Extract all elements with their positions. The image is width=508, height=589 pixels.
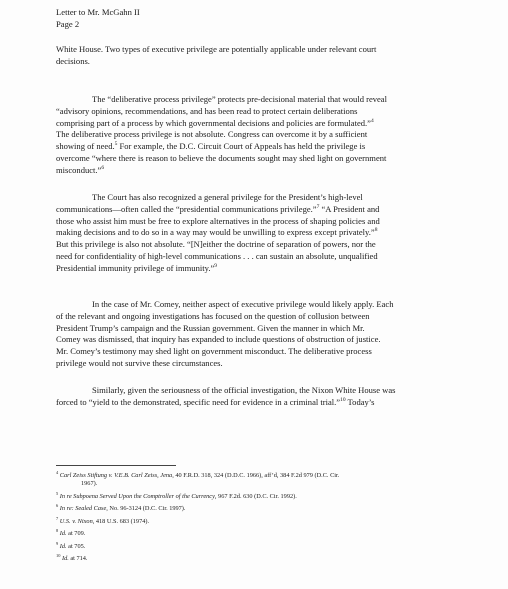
header-page-number: Page 2 [56, 19, 80, 29]
text-line: of the relevant and ongoing investigations has focused on the question of collusion between [56, 310, 370, 321]
footnote-ref[interactable]: 4 [370, 117, 374, 124]
header-title: Letter to Mr. McGahn II [56, 7, 140, 17]
text-line: Mr. Comey’s testimony may shed light on government misconduct. The deliberative process [56, 346, 372, 357]
footnote-number: 6 [56, 503, 59, 509]
footnote-ref[interactable]: 8 [374, 227, 378, 234]
text-line: In the case of Mr. Comey, neither aspect of executive privilege would likely apply. Each [92, 299, 394, 309]
text-line: “advisory opinions, recommendations, and has been read to protect certain deliberations [56, 105, 358, 116]
footnotes [56, 469, 486, 568]
footnote-number: 10 [56, 553, 61, 559]
case-name: Carl Zeiss Stiftung v. V.E.B. Carl Zeiss, Jena [59, 472, 173, 479]
text-line: decisions. [56, 55, 90, 66]
footnote [56, 555, 486, 563]
footnote-ref[interactable]: 7 [316, 203, 320, 210]
text-segment: “A President and [319, 203, 380, 214]
footnote-ref[interactable]: 6 [101, 164, 105, 171]
footnote-number: 4 [56, 469, 59, 475]
citation-text: , No. 96-3124 (D.C. Cir. 1997). [106, 505, 186, 513]
text-segment: comprising part of a process by which governmental decisions and policies are formulated.” [56, 117, 371, 128]
text-line: Comey was dismissed, that inquiry has expanded to include questions of obstruction of justice. [56, 334, 381, 345]
paragraph-nixon [56, 385, 480, 409]
text-line: White House. Two types of executive privilege are potentially applicable under relevant court [56, 44, 377, 54]
citation-text: at 705. [66, 542, 86, 550]
case-name: Id. [61, 555, 69, 563]
footnote-ref[interactable]: 5 [114, 141, 118, 148]
text-line: overcome “where there is reason to believe the documents sought may shed light on government [56, 152, 387, 163]
text-line: The “deliberative process privilege” protects pre-decisional material that would reveal [92, 94, 387, 104]
footnote-ref[interactable]: 9 [214, 262, 218, 269]
paragraph-continuation [56, 44, 480, 68]
citation-text: at 714. [68, 555, 88, 563]
footnote-number: 5 [56, 490, 59, 496]
footnote [56, 469, 486, 488]
text-segment: showing of need. [56, 141, 115, 152]
footnote [56, 540, 486, 551]
case-name: U.S. v. Nixon [59, 517, 93, 525]
text-segment: forced to “yield to the demonstrated, specific need for evidence in a criminal trial.” [56, 396, 341, 407]
text-segment: Today’s [345, 396, 375, 407]
citation-text: at 709. [66, 530, 86, 538]
text-line: privilege would not survive these circumstances. [56, 357, 223, 368]
paragraph-comey [56, 299, 480, 370]
paragraph-presidential-communications [56, 192, 480, 275]
text-line: President Trump’s campaign and the Russian government. Given the manner in which Mr. [56, 322, 365, 333]
footnote-divider [56, 465, 176, 466]
text-line: The deliberative process privilege is not absolute. Congress can overcome it by a sufficient [56, 129, 368, 140]
footnote [56, 530, 486, 538]
text-line [56, 397, 480, 409]
case-name: Id. [59, 530, 67, 538]
text-line: But this privilege is also not absolute. “[N]either the doctrine of separation of powers, nor the [56, 239, 376, 250]
citation-text: 1967). [81, 480, 98, 488]
case-name: Id. [59, 542, 67, 550]
paragraph-deliberative-process [56, 94, 480, 177]
text-line [56, 204, 480, 216]
footnote-number: 7 [56, 515, 59, 521]
text-line [56, 118, 480, 130]
case-name: In re Subpoena Served Upon the Comptroller of the Currency [59, 492, 215, 500]
text-line: Similarly, given the seriousness of the official investigation, the Nixon White House was [92, 385, 396, 395]
text-segment: Presidential immunity privilege of immunity.” [56, 262, 215, 273]
text-segment: communications—often called the “presidential communications privilege.” [56, 203, 317, 214]
citation-text: , 418 U.S. 683 (1974). [92, 517, 150, 525]
text-line: The Court has also recognized a general privilege for the President’s high-level [92, 192, 363, 202]
footnote [56, 515, 486, 526]
text-segment: making decisions and to do so in a way may would be unwilling to express except privately.” [56, 227, 375, 238]
text-line [56, 165, 480, 177]
footnote-number: 9 [56, 540, 59, 546]
footnote-ref[interactable]: 10 [340, 396, 346, 403]
citation-text: , 967 F.2d. 630 (D.C. Cir. 1992). [214, 492, 297, 500]
text-line [56, 141, 480, 153]
case-name: In re: Sealed Case [59, 505, 107, 513]
footnote [56, 490, 486, 501]
text-segment: misconduct.” [56, 164, 102, 175]
citation-text: , 40 F.R.D. 318, 324 (D.D.C. 1966), aff’d, 384 F.2d 979 (D.C. Cir. [172, 472, 340, 479]
text-line: need for confidentiality of high-level communications . . . can sustain an absolute, unqualified [56, 250, 378, 261]
text-line [56, 227, 480, 239]
text-line: those who assist him must be free to explore alternatives in the process of shaping policies and [56, 215, 380, 226]
text-line [56, 263, 480, 275]
footnote [56, 505, 486, 513]
page-header [56, 6, 140, 30]
footnote-number: 8 [56, 528, 59, 534]
text-segment: For example, the D.C. Circuit Court of Appeals has held the privilege is [117, 141, 366, 152]
